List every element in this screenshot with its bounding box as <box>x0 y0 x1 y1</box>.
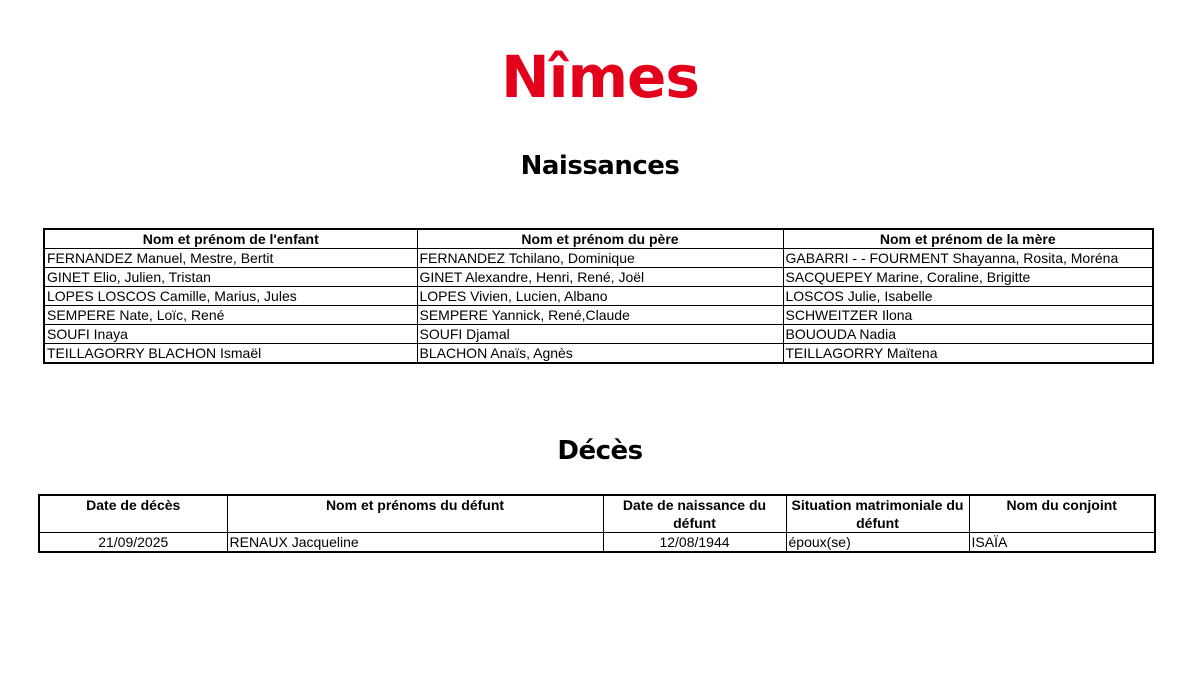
child-name-cell: GINET Elio, Julien, Tristan <box>44 268 417 287</box>
header-deceased-name: Nom et prénoms du défunt <box>227 495 603 533</box>
death-date-cell: 21/09/2025 <box>39 533 227 553</box>
father-name-cell: BLACHON Anaïs, Agnès <box>417 344 783 364</box>
births-section-title: Naissances <box>520 151 680 181</box>
header-mother-name: Nom et prénom de la mère <box>783 229 1153 249</box>
mother-name-cell: SCHWEITZER Ilona <box>783 306 1153 325</box>
deaths-section-title: Décès <box>557 436 643 466</box>
child-name-cell: LOPES LOSCOS Camille, Marius, Jules <box>44 287 417 306</box>
father-name-cell: SEMPERE Yannick, René,Claude <box>417 306 783 325</box>
table-row <box>44 287 1153 306</box>
header-marital-status: Situation matrimoniale du défunt <box>786 495 969 533</box>
mother-name-cell: LOSCOS Julie, Isabelle <box>783 287 1153 306</box>
table-row <box>44 325 1153 344</box>
header-spouse-name: Nom du conjoint <box>969 495 1155 533</box>
birth-date-cell: 12/08/1944 <box>603 533 786 553</box>
births-table <box>43 228 1154 364</box>
header-birth-date: Date de naissance du défunt <box>603 495 786 533</box>
deceased-name-cell: RENAUX Jacqueline <box>227 533 603 553</box>
child-name-cell: SEMPERE Nate, Loïc, René <box>44 306 417 325</box>
table-row <box>44 344 1153 364</box>
child-name-cell: TEILLAGORRY BLACHON Ismaël <box>44 344 417 364</box>
table-row <box>39 533 1155 553</box>
child-name-cell: FERNANDEZ Manuel, Mestre, Bertit <box>44 249 417 268</box>
father-name-cell: SOUFI Djamal <box>417 325 783 344</box>
mother-name-cell: BOUOUDA Nadia <box>783 325 1153 344</box>
table-row <box>44 306 1153 325</box>
father-name-cell: GINET Alexandre, Henri, René, Joël <box>417 268 783 287</box>
table-row <box>44 268 1153 287</box>
table-row <box>44 249 1153 268</box>
mother-name-cell: SACQUEPEY Marine, Coraline, Brigitte <box>783 268 1153 287</box>
header-death-date: Date de décès <box>39 495 227 533</box>
header-child-name: Nom et prénom de l'enfant <box>44 229 417 249</box>
mother-name-cell: TEILLAGORRY Maïtena <box>783 344 1153 364</box>
marital-status-cell: époux(se) <box>786 533 969 553</box>
spouse-name-cell: ISAÏA <box>969 533 1155 553</box>
father-name-cell: FERNANDEZ Tchilano, Dominique <box>417 249 783 268</box>
births-header-row <box>44 229 1153 249</box>
mother-name-cell: GABARRI - - FOURMENT Shayanna, Rosita, Moréna <box>783 249 1153 268</box>
child-name-cell: SOUFI Inaya <box>44 325 417 344</box>
city-title: Nîmes <box>501 43 699 111</box>
header-father-name: Nom et prénom du père <box>417 229 783 249</box>
deaths-table <box>38 494 1156 553</box>
father-name-cell: LOPES Vivien, Lucien, Albano <box>417 287 783 306</box>
deaths-header-row <box>39 495 1155 533</box>
